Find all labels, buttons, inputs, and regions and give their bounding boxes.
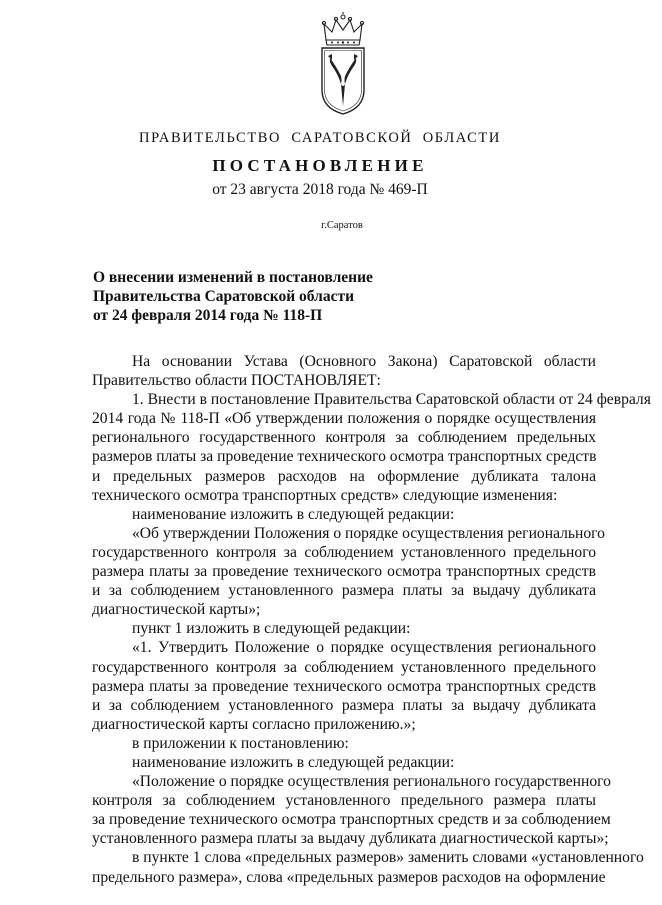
body-line: размера платы за проведение технического осмотра транспортных средств: [92, 563, 596, 581]
body-line: контроля за соблюдением установленного предельного размера платы: [92, 792, 596, 810]
body-line: и предельных размеров расходов на оформление дубликата талона: [92, 467, 596, 485]
subject-line: О внесении изменений в постановление: [93, 269, 373, 286]
body-line: регионального государственного контроля за соблюдением предельных: [92, 429, 596, 447]
document-type-title: ПОСТАНОВЛЕНИЕ: [212, 156, 428, 175]
body-line: размеров платы за проведение технического осмотра транспортных средств: [92, 448, 597, 466]
document-city: г.Саратов: [321, 220, 363, 231]
document-body: [92, 352, 651, 887]
body-line: Правительство области ПОСТАНОВЛЯЕТ:: [92, 372, 381, 390]
body-line: за проведение технического осмотра транспортных средств и за соблюдением: [92, 811, 611, 829]
body-line: и за соблюдением установленного размера платы за выдачу дубликата: [92, 696, 596, 714]
body-line: в приложении к постановлению:: [132, 734, 349, 752]
body-line: наименование изложить в следующей редакции:: [132, 753, 455, 771]
body-line: государственного контроля за соблюдением установленного предельного: [92, 658, 596, 676]
subject-line: Правительства Саратовской области: [93, 288, 354, 305]
body-line: размера платы за проведение технического осмотра транспортных средств: [92, 677, 596, 695]
body-line: «Положение о порядке осуществления регионального государственного: [132, 773, 611, 791]
body-line: На основании Устава (Основного Закона) Саратовской области: [132, 353, 596, 370]
body-line: 1. Внести в постановление Правительства Саратовской области от 24 февраля: [132, 391, 651, 409]
body-line: технического осмотра транспортных средств» следующие изменения:: [92, 486, 558, 504]
body-line: и за соблюдением установленного размера платы за выдачу дубликата: [92, 582, 596, 600]
document-subject: [93, 268, 423, 325]
body-line: «1. Утвердить Положение о порядке осуществления регионального: [132, 639, 596, 657]
body-line: государственного контроля за соблюдением установленного предельного: [92, 543, 596, 561]
body-line: наименование изложить в следующей редакции:: [132, 505, 455, 523]
saratov-coat-of-arms-icon: [312, 14, 374, 116]
body-line: пункт 1 изложить в следующей редакции:: [132, 620, 411, 638]
body-line: 2014 года № 118-П «Об утверждении положения о порядке осуществления: [92, 410, 596, 428]
body-line: в пункте 1 слова «предельных размеров» заменить словами «установленного: [132, 849, 644, 867]
subject-line: от 24 февраля 2014 года № 118-П: [93, 307, 323, 324]
government-name: ПРАВИТЕЛЬСТВО САРАТОВСКОЙ ОБЛАСТИ: [139, 130, 501, 146]
document-date-number: от 23 августа 2018 года № 469-П: [212, 181, 428, 198]
body-line: «Об утверждении Положения о порядке осуществления регионального: [132, 524, 605, 542]
body-line: диагностической карты»;: [92, 601, 261, 619]
body-line: установленного размера платы за выдачу дубликата диагностической карты»;: [92, 830, 609, 848]
body-line: диагностической карты согласно приложению.»;: [92, 715, 416, 733]
body-line: предельного размера», слова «предельных размеров расходов на оформление: [92, 868, 606, 886]
